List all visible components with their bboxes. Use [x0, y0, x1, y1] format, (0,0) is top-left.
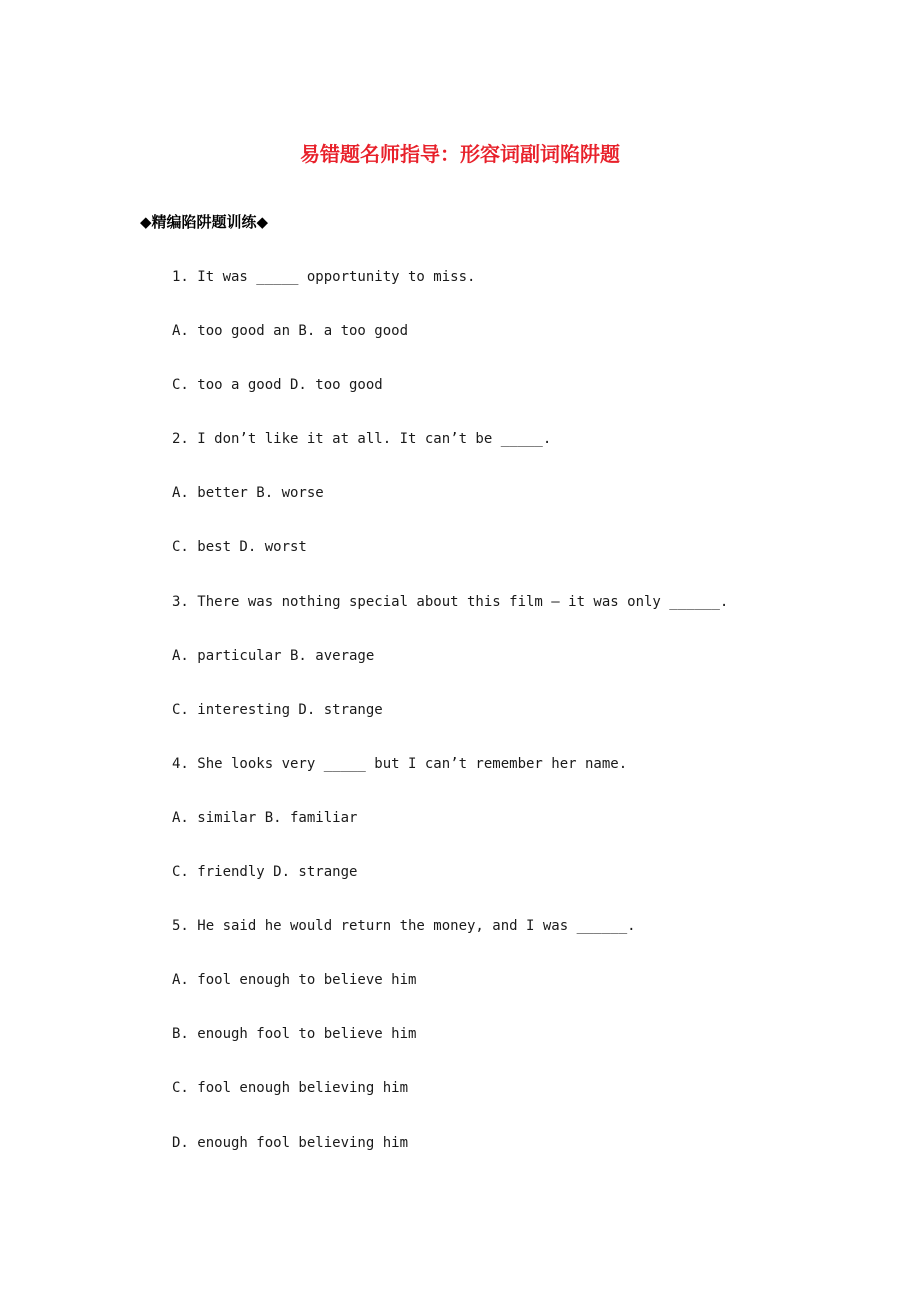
question-1-options-ab: A. too good an B. a too good [172, 323, 409, 340]
question-list [172, 266, 872, 1186]
question-1-options-cd: C. too a good D. too good [172, 377, 383, 394]
question-1: 1. It was _____ opportunity to miss. [172, 269, 476, 285]
question-5: 5. He said he would return the money, and I was ______. [172, 918, 636, 935]
question-3-options-ab: A. particular B. average [172, 647, 375, 664]
page-title: 易错题名师指导：形容词副词陷阱题 [300, 142, 620, 166]
question-4-options-cd: C. friendly D. strange [172, 864, 358, 881]
question-2-options-ab: A. better B. worse [172, 485, 324, 502]
question-3: 3. There was nothing special about this film — it was only ______. [172, 593, 729, 610]
question-4: 4. She looks very _____ but I can’t remember her name. [172, 755, 628, 772]
question-5-option-b: B. enough fool to believe him [172, 1026, 417, 1043]
section-heading: ◆精编陷阱题训练◆ [140, 213, 269, 231]
question-2-options-cd: C. best D. worst [172, 539, 307, 556]
question-5-option-a: A. fool enough to believe him [172, 972, 417, 989]
question-4-options-ab: A. similar B. familiar [172, 809, 358, 826]
question-2: 2. I don’t like it at all. It can’t be _____. [172, 431, 552, 448]
question-5-option-c: C. fool enough believing him [172, 1080, 409, 1097]
question-5-option-d: D. enough fool believing him [172, 1134, 409, 1151]
question-3-options-cd: C. interesting D. strange [172, 701, 383, 718]
